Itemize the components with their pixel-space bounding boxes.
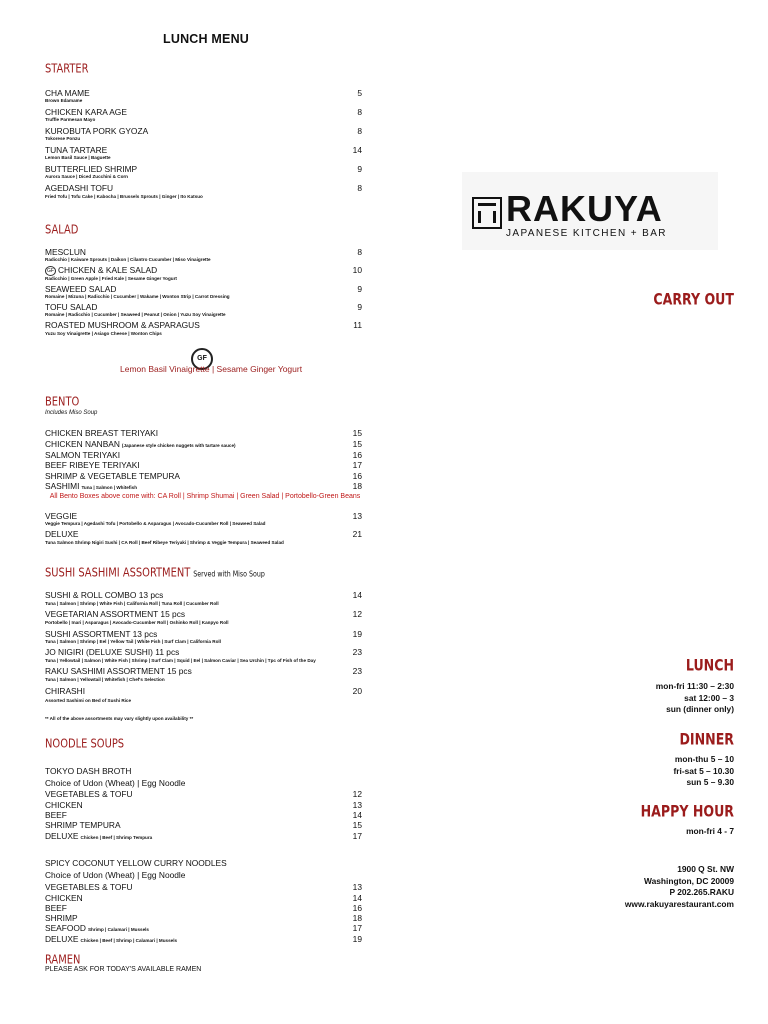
section-heading-ramen: RAMEN	[45, 952, 81, 967]
menu-item	[45, 647, 362, 657]
item-desc: Tuna | Yellowtail | Salmon | White Fish | Shrimp | Surf Clam | Squid | Eel | Salmon Caviar | Sea Urchin | Tpc of Fish of the Day	[45, 658, 316, 663]
item-name: CHICKEN NANBAN	[45, 439, 120, 449]
menu-item	[45, 265, 362, 276]
menu-item	[45, 893, 362, 903]
gluten-free-badge-icon: GF	[191, 348, 213, 370]
item-price: 17	[352, 460, 362, 470]
hours-line: fri-sat 5 – 10.30	[673, 765, 734, 776]
gluten-free-icon: GF	[45, 266, 56, 276]
item-name: BEEF	[45, 903, 67, 913]
item-price: 18	[352, 913, 362, 923]
section-heading-bento: BENTO	[45, 394, 80, 409]
item-name: VEGETARIAN ASSORTMENT 15 pcs	[45, 609, 186, 619]
item-name: MESCLUN	[45, 247, 86, 257]
item-desc: Assorted Sashimi on Bed of Sushi Rice	[45, 698, 132, 703]
dinner-hours-heading: DINNER	[679, 730, 734, 750]
noodle-group-title: SPICY COCONUT YELLOW CURRY NOODLES	[45, 858, 227, 868]
item-price: 5	[357, 88, 362, 98]
item-name: VEGETABLES & TOFU	[45, 882, 133, 892]
item-price: 15	[352, 820, 362, 830]
menu-item	[45, 88, 362, 98]
city-line: Washington, DC 20009	[644, 875, 734, 886]
menu-item	[45, 789, 362, 799]
item-price: 19	[352, 629, 362, 639]
menu-item	[45, 428, 362, 438]
item-desc: Fried Tofu | Tofu Cake | Kabocha | Brussels Sprouts | Ginger | Ito Katsuo	[45, 194, 203, 199]
item-desc: Tuna | Salmon | Yellowtail | Whitefish | Chef's Selection	[45, 677, 165, 682]
item-price: 15	[352, 428, 362, 438]
item-price: 13	[352, 511, 362, 521]
hours-line: sat 12:00 – 3	[684, 692, 734, 703]
item-price: 18	[352, 481, 362, 491]
item-name: SHRIMP TEMPURA	[45, 820, 121, 830]
item-name: CHICKEN	[45, 893, 83, 903]
happy-hour-heading: HAPPY HOUR	[640, 802, 734, 822]
ramen-note: PLEASE ASK FOR TODAY'S AVAILABLE RAMEN	[45, 966, 202, 973]
website-link[interactable]: www.rakuyarestaurant.com	[624, 898, 734, 909]
item-inline-desc: Chicken | Beef | Shrimp Tempura	[80, 835, 153, 840]
sushi-heading: SUSHI SASHIMI ASSORTMENT	[45, 565, 191, 580]
dinner-hours	[673, 754, 734, 789]
happy-hours	[686, 826, 734, 838]
address-line: 1900 Q St. NW	[677, 864, 734, 874]
item-desc: Tuna | Salmon | Shrimp | Eel | Yellow Tail | White Fish | Surf Clam | California Roll	[45, 639, 221, 644]
item-price: 23	[352, 666, 362, 676]
item-name: ROASTED MUSHROOM & ASPARAGUS	[45, 320, 200, 330]
menu-item	[45, 183, 362, 193]
item-name: DELUXE	[45, 831, 79, 841]
item-desc: Tokorese Ponzu	[45, 136, 81, 141]
menu-item	[45, 126, 362, 136]
item-price: 9	[357, 284, 362, 294]
menu-item	[45, 247, 362, 257]
item-price: 8	[357, 183, 362, 193]
menu-item	[45, 320, 362, 330]
menu-item	[45, 107, 362, 117]
menu-item	[45, 800, 362, 810]
item-price: 15	[352, 439, 362, 449]
bento-subhead: Includes Miso Soup	[45, 410, 98, 416]
menu-item	[45, 302, 362, 312]
item-price: 12	[352, 789, 362, 799]
item-name: SEAFOOD	[45, 923, 86, 933]
hours-line: mon-fri 4 - 7	[686, 826, 734, 836]
brand-name: RAKUYA	[506, 188, 663, 229]
item-price: 16	[352, 471, 362, 481]
item-name: VEGETABLES & TOFU	[45, 789, 133, 799]
item-price: 14	[352, 590, 362, 600]
menu-item	[45, 913, 362, 923]
item-price: 11	[353, 320, 362, 330]
item-price: 20	[352, 686, 362, 696]
menu-item	[45, 686, 362, 696]
item-name: SHRIMP	[45, 913, 78, 923]
phone-line: P 202.265.RAKU	[669, 887, 734, 897]
lunch-hours	[656, 681, 734, 716]
item-desc: Radicchio | Kaiware Sprouts | Daikon | Cilantro Cucumber | Miso Vinaigrette	[45, 257, 211, 262]
menu-item	[45, 903, 362, 913]
section-heading-salad: SALAD	[45, 222, 79, 237]
menu-item	[45, 145, 362, 155]
menu-item	[45, 934, 362, 946]
menu-item	[45, 529, 362, 539]
sushi-note: ** All of the above assortments may vary slightly upon availability **	[45, 716, 194, 721]
item-name: SHRIMP & VEGETABLE TEMPURA	[45, 471, 180, 481]
menu-item	[45, 450, 362, 460]
item-desc: Portobello | Inari | Asparagus | Avocado-Cucumber Roll | Oshinko Roll | Kanpyo Roll	[45, 620, 229, 625]
item-price: 8	[357, 107, 362, 117]
menu-title: LUNCH MENU	[163, 32, 250, 46]
hours-line: sun 5 – 9.30	[686, 777, 734, 787]
section-heading-starter: STARTER	[45, 61, 89, 76]
item-price: 16	[352, 450, 362, 460]
menu-item	[45, 471, 362, 481]
item-desc: Brown Edamame	[45, 98, 83, 103]
brand-logo	[462, 172, 718, 250]
item-price: 13	[352, 882, 362, 892]
item-name: CHICKEN	[45, 800, 83, 810]
item-name: CHICKEN BREAST TERIYAKI	[45, 428, 159, 438]
menu-item	[45, 511, 362, 521]
item-name: BEEF RIBEYE TERIYAKI	[45, 460, 140, 470]
item-name: DELUXE	[45, 934, 79, 944]
item-desc: Romaine | Mizuna | Radicchio | Cucumber | Wakame | Wonton Strip | Carrot Dressing	[45, 294, 230, 299]
menu-item	[45, 882, 362, 892]
menu-item	[45, 629, 362, 639]
section-heading-sushi	[45, 565, 265, 579]
menu-item	[45, 284, 362, 294]
item-inline-desc: Tuna | Salmon | Whitefish	[81, 485, 138, 490]
item-inline-desc: Shrimp | Calamari | Mussels	[87, 927, 149, 932]
menu-item	[45, 609, 362, 619]
brand-emblem-icon	[472, 197, 502, 229]
menu-item	[45, 590, 362, 600]
brand-tagline: JAPANESE KITCHEN + BAR	[506, 228, 667, 239]
item-price: 17	[352, 831, 362, 841]
item-price: 14	[352, 810, 362, 820]
item-name: JO NIGIRI (DELUXE SUSHI) 11 pcs	[45, 647, 180, 657]
noodle-group-choice: Choice of Udon (Wheat) | Egg Noodle	[45, 778, 186, 788]
item-name: BEEF	[45, 810, 67, 820]
item-name: TOFU SALAD	[45, 302, 98, 312]
item-name: SASHIMI	[45, 481, 80, 491]
item-price: 23	[352, 647, 362, 657]
item-name: CHICKEN KARA AGE	[45, 107, 127, 117]
dressing-line: Lemon Basil Vinaigrette | Sesame Ginger Yogurt	[120, 364, 303, 374]
menu-item	[45, 460, 362, 470]
item-name: CHA MAME	[45, 88, 90, 98]
lunch-hours-heading: LUNCH	[685, 656, 734, 676]
item-price: 19	[352, 934, 362, 944]
item-price: 8	[357, 126, 362, 136]
item-name: AGEDASHI TOFU	[45, 183, 114, 193]
item-name: SALMON TERIYAKI	[45, 450, 121, 460]
menu-item	[45, 164, 362, 174]
menu-item	[45, 820, 362, 830]
item-price: 21	[352, 529, 362, 539]
item-desc: Romaine | Radicchio | Cucumber | Seaweed | Peanut | Onion | Yuzu Soy Vinaigrette	[45, 312, 226, 317]
item-desc: Radicchio | Green Apple | Fried Kale | Sesame Ginger Yogurt	[45, 276, 177, 281]
item-inline-desc: (Japanese style chicken nuggets with tartare sauce)	[121, 443, 236, 448]
item-price: 9	[357, 164, 362, 174]
item-desc: Tuna | Salmon | Shrimp | White Fish | California Roll | Tuna Roll | Cucumber Roll	[45, 601, 219, 606]
item-name: CHIRASHI	[45, 686, 86, 696]
item-desc: Veggie Tempura | Agedashi Tofu | Portobello & Asparagus | Avocado-Cucumber Roll | Seaweed Salad	[45, 521, 266, 526]
section-heading-noodle: NOODLE SOUPS	[45, 736, 125, 751]
noodle-group-choice: Choice of Udon (Wheat) | Egg Noodle	[45, 870, 186, 880]
hours-line: mon-fri 11:30 – 2:30	[655, 681, 734, 691]
item-name: SUSHI ASSORTMENT 13 pcs	[45, 629, 158, 639]
item-price: 8	[357, 247, 362, 257]
item-price: 10	[352, 265, 362, 275]
sushi-subhead: Served with Miso Soup	[193, 569, 265, 579]
item-name: KUROBUTA PORK GYOZA	[45, 126, 149, 136]
hours-line: sun (dinner only)	[666, 704, 734, 714]
item-name: VEGGIE	[45, 511, 78, 521]
item-name: BUTTERFLIED SHRIMP	[45, 164, 138, 174]
menu-item	[45, 831, 362, 843]
menu-item	[45, 666, 362, 676]
item-price: 13	[352, 800, 362, 810]
item-name: SUSHI & ROLL COMBO 13 pcs	[45, 590, 164, 600]
item-price: 14	[352, 893, 362, 903]
menu-item	[45, 810, 362, 820]
item-price: 16	[352, 903, 362, 913]
item-desc: Aurora Sauce | Diced Zucchini & Corn	[45, 174, 128, 179]
contact-block	[625, 864, 734, 910]
item-name: RAKU SASHIMI ASSORTMENT 15 pcs	[45, 666, 192, 676]
item-desc: Truffle Parmesan Mayo	[45, 117, 96, 122]
hours-line: mon-thu 5 – 10	[674, 754, 734, 764]
item-price: 9	[357, 302, 362, 312]
item-name: SEAWEED SALAD	[45, 284, 117, 294]
item-inline-desc: Chicken | Beef | Shrimp | Calamari | Mussels	[80, 938, 178, 943]
item-name: DELUXE	[45, 529, 79, 539]
noodle-group-title: TOKYO DASH BROTH	[45, 766, 132, 776]
item-desc: Lemon Basil Sauce | Baguette	[45, 155, 111, 160]
bento-note: All Bento Boxes above come with: CA Roll | Shrimp Shumai | Green Salad | Portobello-Green Beans	[49, 493, 361, 500]
item-price: 12	[352, 609, 362, 619]
item-price: 17	[352, 923, 362, 933]
item-name: TUNA TARTARE	[45, 145, 108, 155]
item-name: CHICKEN & KALE SALAD	[58, 265, 158, 275]
item-price: 14	[352, 145, 362, 155]
item-desc: Yuzu Soy Vinaigrette | Asiago Cheese | Wonton Chips	[45, 331, 162, 336]
item-desc: Tuna Salmon Shrimp Nigiri Sushi | CA Roll | Beef Ribeye Teriyaki | Shrimp & Veggie Tempura | Seaweed Salad	[45, 540, 284, 545]
carry-out-heading: CARRY OUT	[653, 290, 734, 310]
